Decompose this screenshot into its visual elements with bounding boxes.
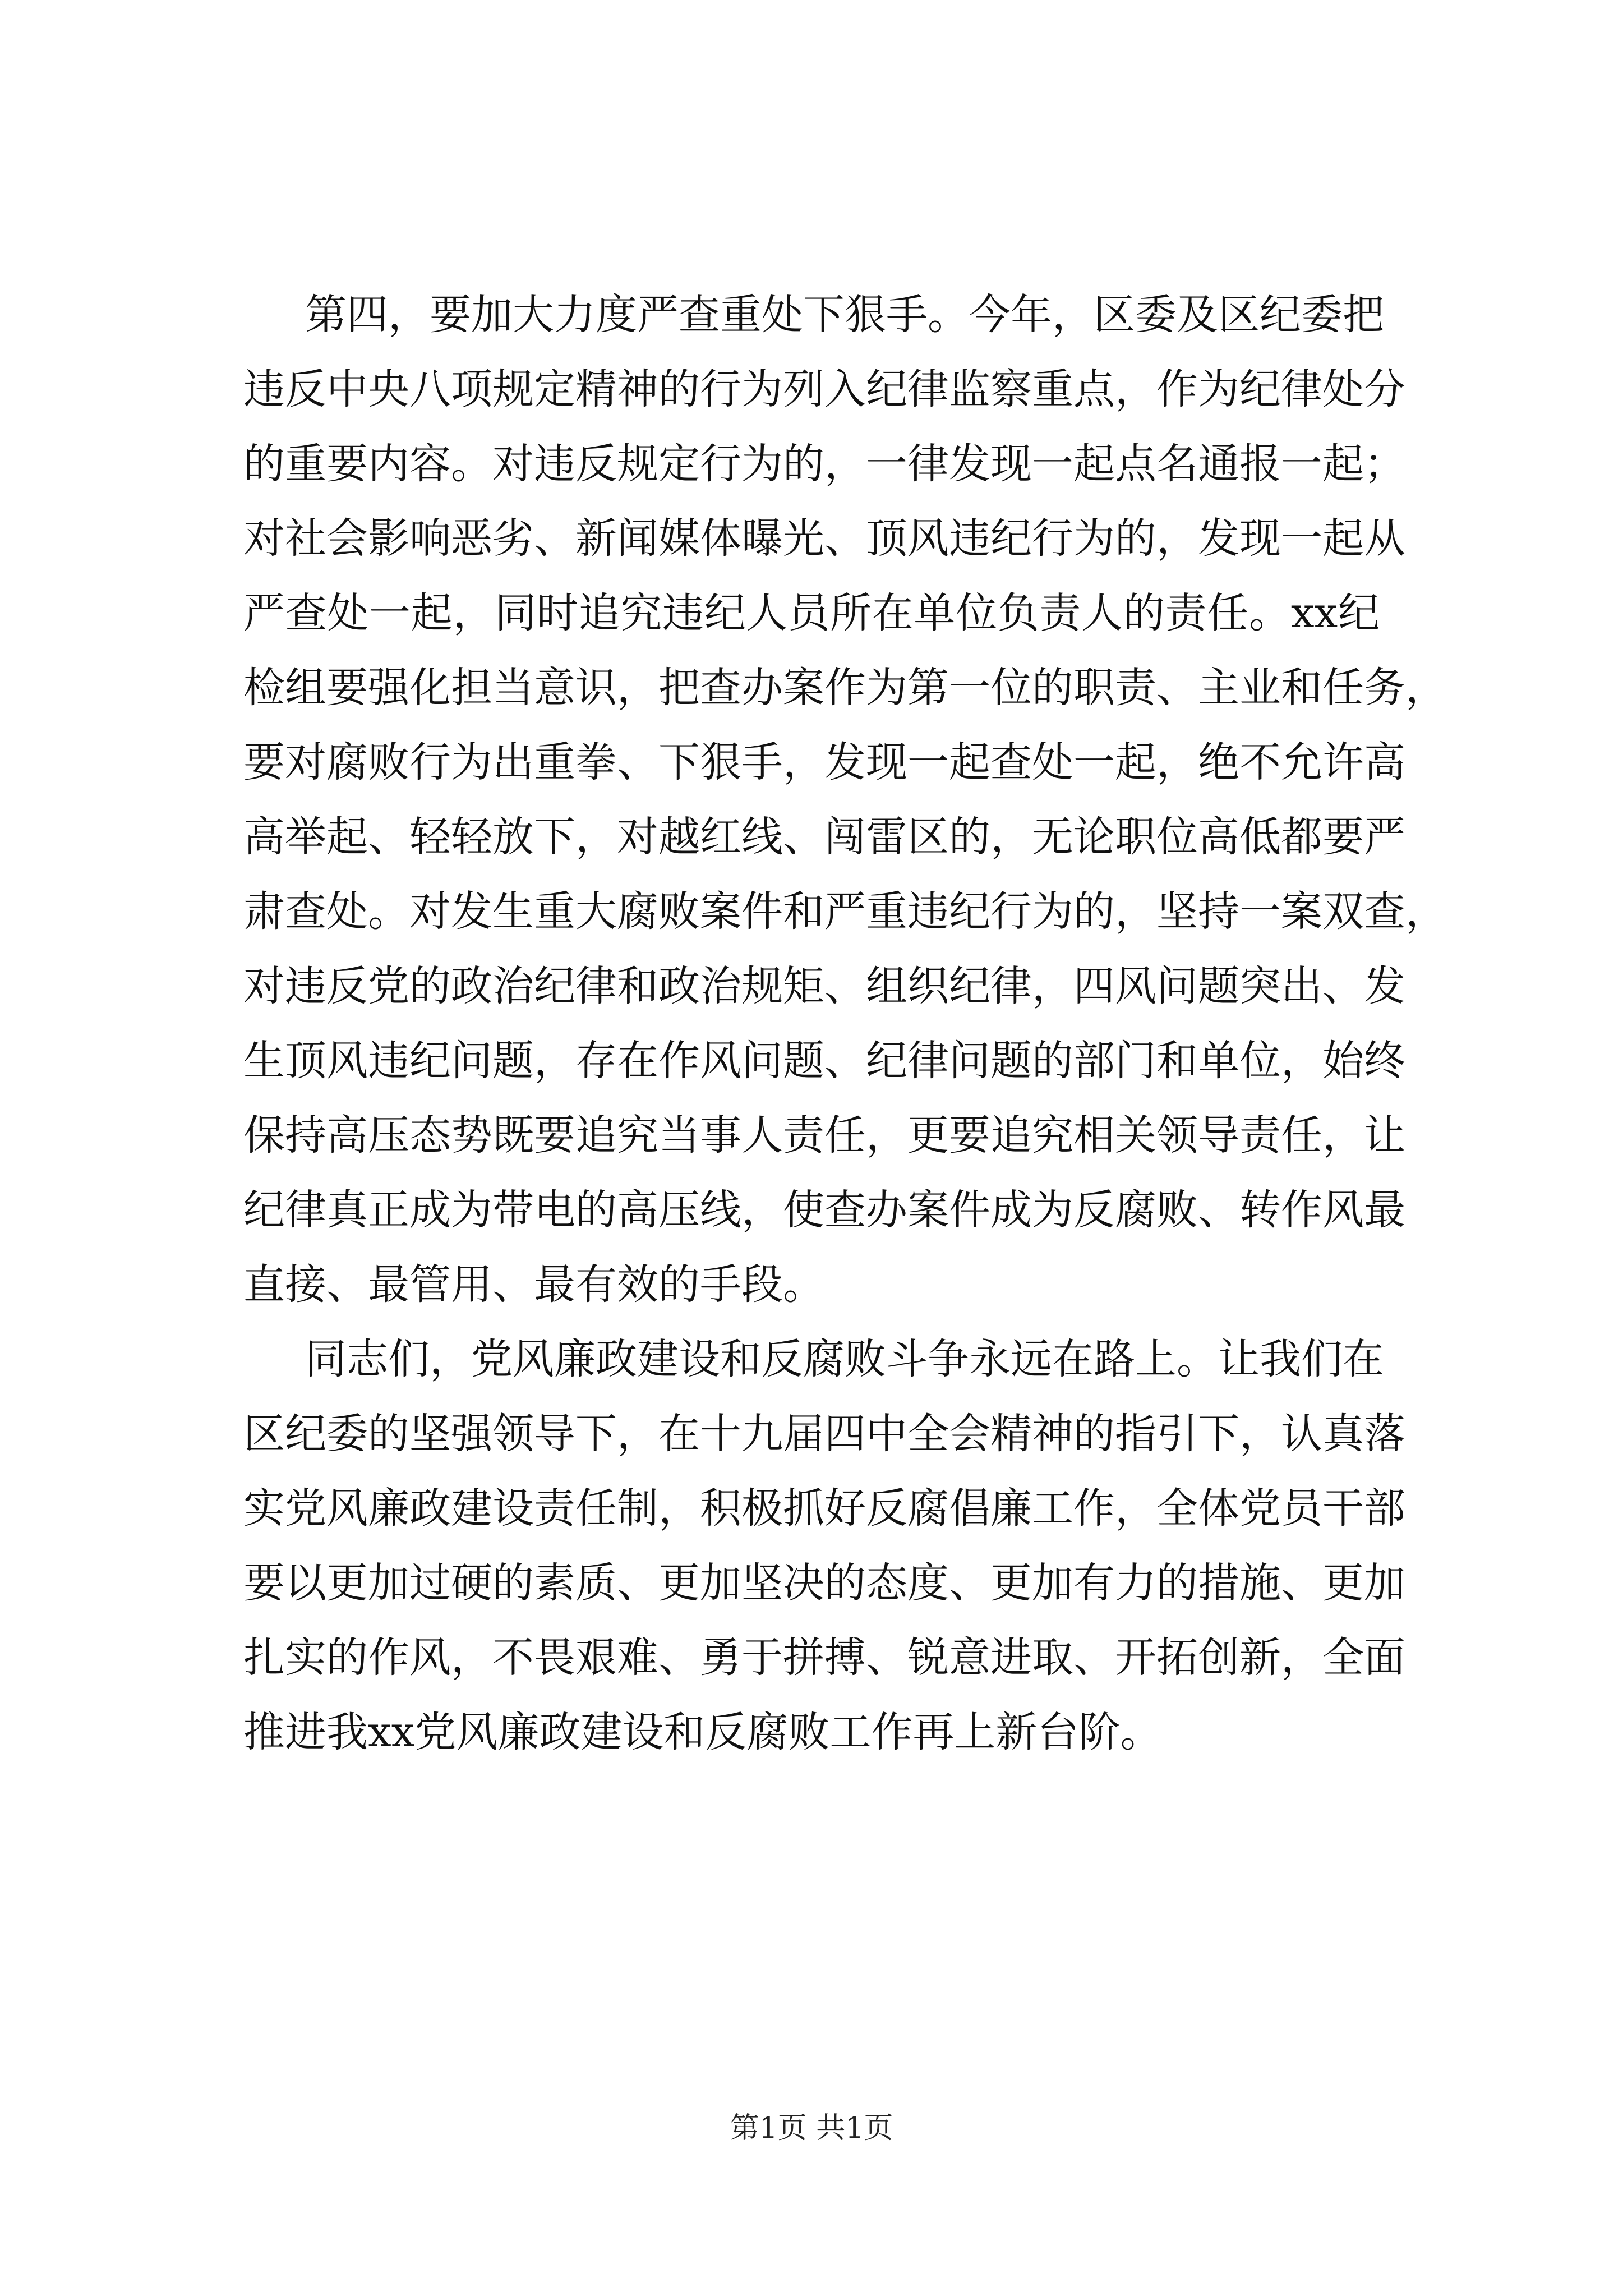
paragraph-1-line-7: 要对腐败行为出重拳、下狠手，发现一起查处一起，绝不允许高 bbox=[243, 738, 1405, 786]
paragraph-1-line-5: 严查处一起，同时追究违纪人员所在单位负责人的责任。xx纪 bbox=[243, 589, 1380, 637]
paragraph-1-line-13: 纪律真正成为带电的高压线，使查办案件成为反腐败、转作风最 bbox=[243, 1186, 1405, 1234]
paragraph-1-line-4: 对社会影响恶劣、新闻媒体曝光、顶风违纪行为的，发现一起从 bbox=[243, 514, 1405, 563]
paragraph-1-line-11: 生顶风违纪问题，存在作风问题、纪律问题的部门和单位，始终 bbox=[243, 1037, 1405, 1085]
paragraph-2-line-3: 实党风廉政建设责任制，积极抓好反腐倡廉工作，全体党员干部 bbox=[243, 1484, 1405, 1533]
paragraph-2-line-6: 推进我xx党风廉政建设和反腐败工作再上新台阶。 bbox=[243, 1708, 1162, 1756]
paragraph-2-line-1: 同志们，党风廉政建设和反腐败斗争永远在路上。让我们在 bbox=[305, 1335, 1384, 1383]
paragraph-1-line-9: 肃查处。对发生重大腐败案件和严重违纪行为的，坚持一案双查， bbox=[243, 887, 1447, 936]
paragraph-1-line-2: 违反中央八项规定精神的行为列入纪律监察重点，作为纪律处分 bbox=[243, 365, 1405, 413]
page-number-footer: 第1页 共1页 bbox=[730, 2111, 893, 2145]
paragraph-1-line-10: 对违反党的政治纪律和政治规矩、组织纪律，四风问题突出、发 bbox=[243, 962, 1405, 1010]
paragraph-1-line-8: 高举起、轻轻放下，对越红线、闯雷区的，无论职位高低都要严 bbox=[243, 813, 1405, 861]
paragraph-2-line-4: 要以更加过硬的素质、更加坚决的态度、更加有力的措施、更加 bbox=[243, 1559, 1405, 1607]
paragraph-1-line-14: 直接、最管用、最有效的手段。 bbox=[243, 1260, 824, 1309]
paragraph-1-line-12: 保持高压态势既要追究当事人责任，更要追究相关领导责任，让 bbox=[243, 1111, 1405, 1159]
paragraph-1-line-3: 的重要内容。对违反规定行为的，一律发现一起点名通报一起； bbox=[243, 440, 1405, 488]
paragraph-2-line-2: 区纪委的坚强领导下，在十九届四中全会精神的指引下，认真落 bbox=[243, 1410, 1405, 1458]
paragraph-1-line-6: 检组要强化担当意识，把查办案作为第一位的职责、主业和任务， bbox=[243, 664, 1447, 712]
paragraph-2-line-5: 扎实的作风，不畏艰难、勇于拼搏、锐意进取、开拓创新，全面 bbox=[243, 1634, 1405, 1682]
paragraph-1-line-1: 第四，要加大力度严查重处下狠手。今年，区委及区纪委把 bbox=[305, 291, 1384, 339]
